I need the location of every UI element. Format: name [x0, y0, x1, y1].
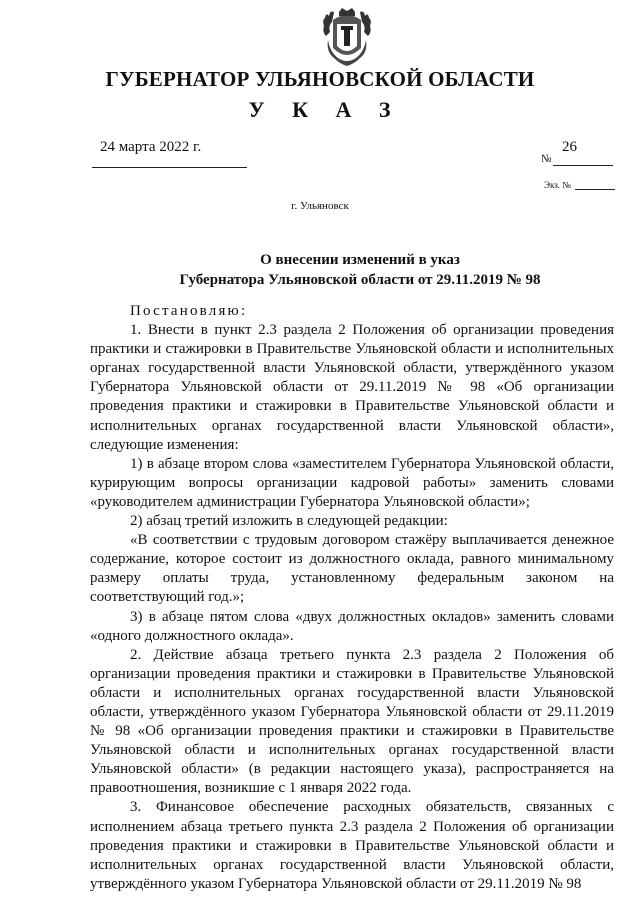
paragraph: 3) в абзаце пятом слова «двух должностных окладов» заменить словами «одного должностного оклада».: [90, 608, 614, 644]
paragraph: 1. Внести в пункт 2.3 раздела 2 Положения об организации проведения практики и стажировки в Правительстве Ульяновской области и исполнительных органах государственной власти Ульяновской области, утверждённого указом Губернатора Ульяновской области от 29.11.2019 № 98 «Об организации проведения практики и стажировки в Правительстве Ульяновской области и исполнительных органах государственной власти Ульяновской области», следующие изменения:: [90, 322, 614, 453]
paragraph: «В соответствии с трудовым договором стажёру выплачивается денежное содержание, которое состоит из должностного оклада, равного минимальному размеру оплаты труда, установленному федеральным законом на соответствующий год.»;: [90, 532, 614, 606]
document-title: [100, 250, 620, 290]
copy-number-underline: [575, 189, 615, 190]
copy-number-label: Экз. №: [544, 180, 571, 190]
paragraph: 2) абзац третий изложить в следующей редакции:: [130, 513, 448, 530]
coat-of-arms-icon: [320, 8, 374, 68]
title-line-2: Губернатора Ульяновской области от 29.11.2019 № 98: [179, 272, 541, 288]
paragraph: 1) в абзаце втором слова «заместителем Губернатора Ульяновской области, курирующим вопросы организации кадровой работы» заменить словами «руководителем администрации Губернатора Ульяновской области»;: [90, 455, 614, 510]
document-type: У К А З: [248, 97, 402, 122]
paragraph: 3. Финансовое обеспечение расходных обязательств, связанных с исполнением абзаца третьего пункта 2.3 раздела 2 Положения об организации проведения практики и стажировки в Правительстве Ульяновской области и исполнительных органах государственной власти Ульяновской области, утверждённого указом Губернатора Ульяновской области от 29.11.2019 № 98: [90, 799, 614, 892]
number-underline: [553, 165, 613, 166]
document-number: 26: [562, 139, 577, 155]
number-label: №: [541, 153, 552, 165]
issuer-heading: ГУБЕРНАТОР УЛЬЯНОВСКОЙ ОБЛАСТИ: [105, 67, 535, 91]
date-underline: [92, 167, 247, 168]
paragraph: 2. Действие абзаца третьего пункта 2.3 раздела 2 Положения об организации проведения практики и стажировки в Правительстве Ульяновской области и исполнительных органах государственной власти Ульяновской области, утверждённого указом Губернатора Ульяновской области от 29.11.2019 № 98 «Об организации проведения практики и стажировки в Правительстве Ульяновской области и исполнительных органах государственной власти Ульяновской области» (в редакции настоящего указа), распространяется на правоотношения, возникшие с 1 января 2022 года.: [90, 646, 614, 797]
city-line: г. Ульяновск: [291, 200, 349, 212]
document-body: [90, 302, 614, 894]
document-date: 24 марта 2022 г.: [100, 139, 202, 155]
title-line-1: О внесении изменений в указ: [260, 252, 460, 268]
preamble: Постановляю:: [130, 303, 248, 319]
